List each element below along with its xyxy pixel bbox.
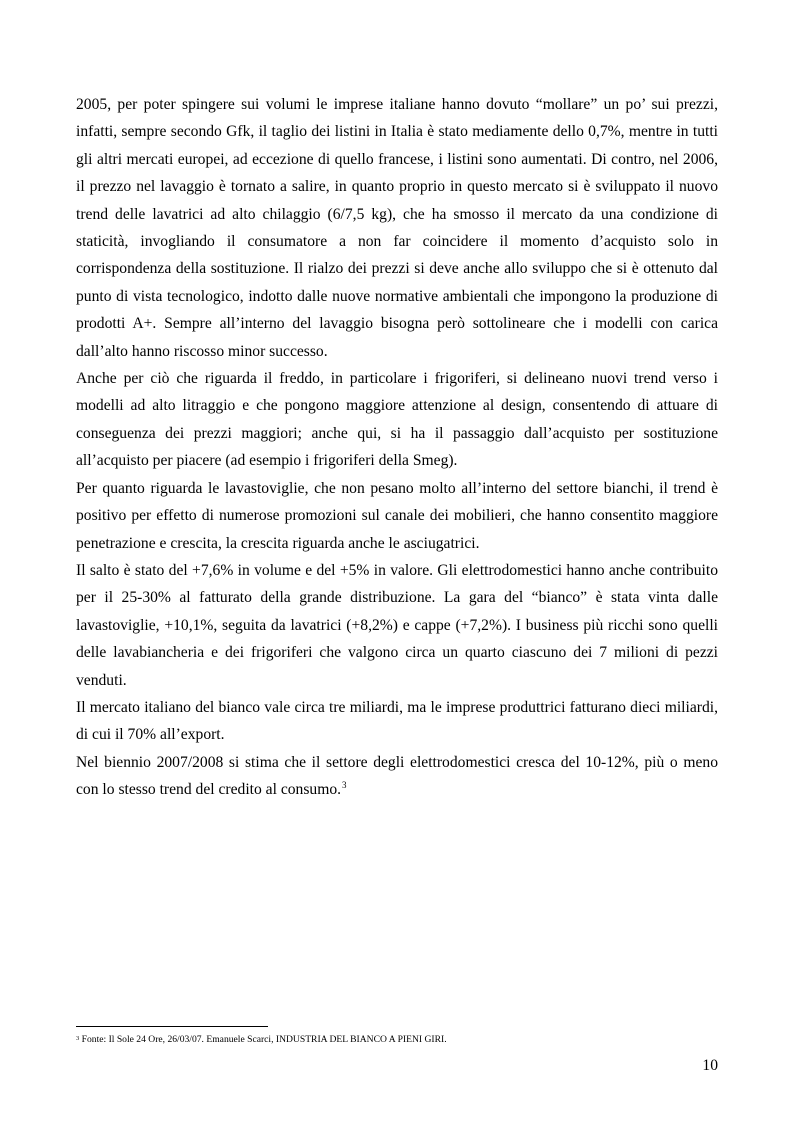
footnote-reference[interactable]: 3 [342,780,347,791]
footnote-separator [76,1026,268,1027]
paragraph: Per quanto riguarda le lavastoviglie, che non pesano molto all’interno del settore bianchi, il trend è positivo per effetto di numerose promozioni sul canale dei mobilieri, che hanno consentito maggiore penetrazione e crescita, la crescita riguarda anche le asciugatrici. [76,479,718,552]
body-text [76,91,718,804]
page-number: 10 [702,1057,718,1074]
paragraph: Il salto è stato del +7,6% in volume e del +5% in valore. Gli elettrodomestici hanno anche contribuito per il 25-30% al fatturato della grande distribuzione. La gara del “bianco” è stata vinta dalle lavastoviglie, +10,1%, seguita da lavatrici (+8,2%) e cappe (+7,2%). I business più ricchi sono quelli delle lavabiancheria e dei frigoriferi che valgono circa un quarto ciascuno dei 7 milioni di pezzi venduti. [76,561,718,689]
paragraph: 2005, per poter spingere sui volumi le imprese italiane hanno dovuto “mollare” un po’ sui prezzi, infatti, sempre secondo Gfk, il taglio dei listini in Italia è stato mediamente dello 0,7%, mentre in tutti gli altri mercati europei, ad eccezione di quello francese, i listini sono aumentati. Di contro, nel 2006, il prezzo nel lavaggio è tornato a salire, in quanto proprio in questo mercato si è sviluppato il nuovo trend delle lavatrici ad alto chilaggio (6/7,5 kg), che ha smosso il mercato da una condizione di staticità, invogliando il consumatore a non far coincidere il momento d’acquisto solo in corrispondenza della sostituzione. Il rialzo dei prezzi si deve anche allo sviluppo che si è ottenuto dal punto di vista tecnologico, indotto dalle nuove normative ambientali che impongono la produzione di prodotti A+. Sempre all’interno del lavaggio bisogna però sottolineare che i modelli con carica dall’alto hanno riscosso minor successo. [76,96,718,360]
footnote-number: 3 [76,1035,80,1042]
paragraph: Il mercato italiano del bianco vale circa tre miliardi, ma le imprese produttrici fatturano dieci miliardi, di cui il 70% all’export. [76,698,718,744]
paragraph: Anche per ciò che riguarda il freddo, in particolare i frigoriferi, si delineano nuovi trend verso i modelli ad alto litraggio e che pongono maggiore attenzione al design, consentendo di attuare di conseguenza dei prezzi maggiori; anche qui, si ha il passaggio dall’acquisto per sostituzione all’acquisto per piacere (ad esempio i frigoriferi della Smeg). [76,370,718,470]
footnote [76,1033,718,1047]
paragraph-last [76,749,718,804]
footnote-text: Fonte: Il Sole 24 Ore, 26/03/07. Emanuele Scarci, INDUSTRIA DEL BIANCO A PIENI GIRI. [79,1034,447,1045]
paragraph-text: Nel biennio 2007/2008 si stima che il settore degli elettrodomestici cresca del 10-12%, più o meno con lo stesso trend del credito al consumo. [76,753,718,799]
